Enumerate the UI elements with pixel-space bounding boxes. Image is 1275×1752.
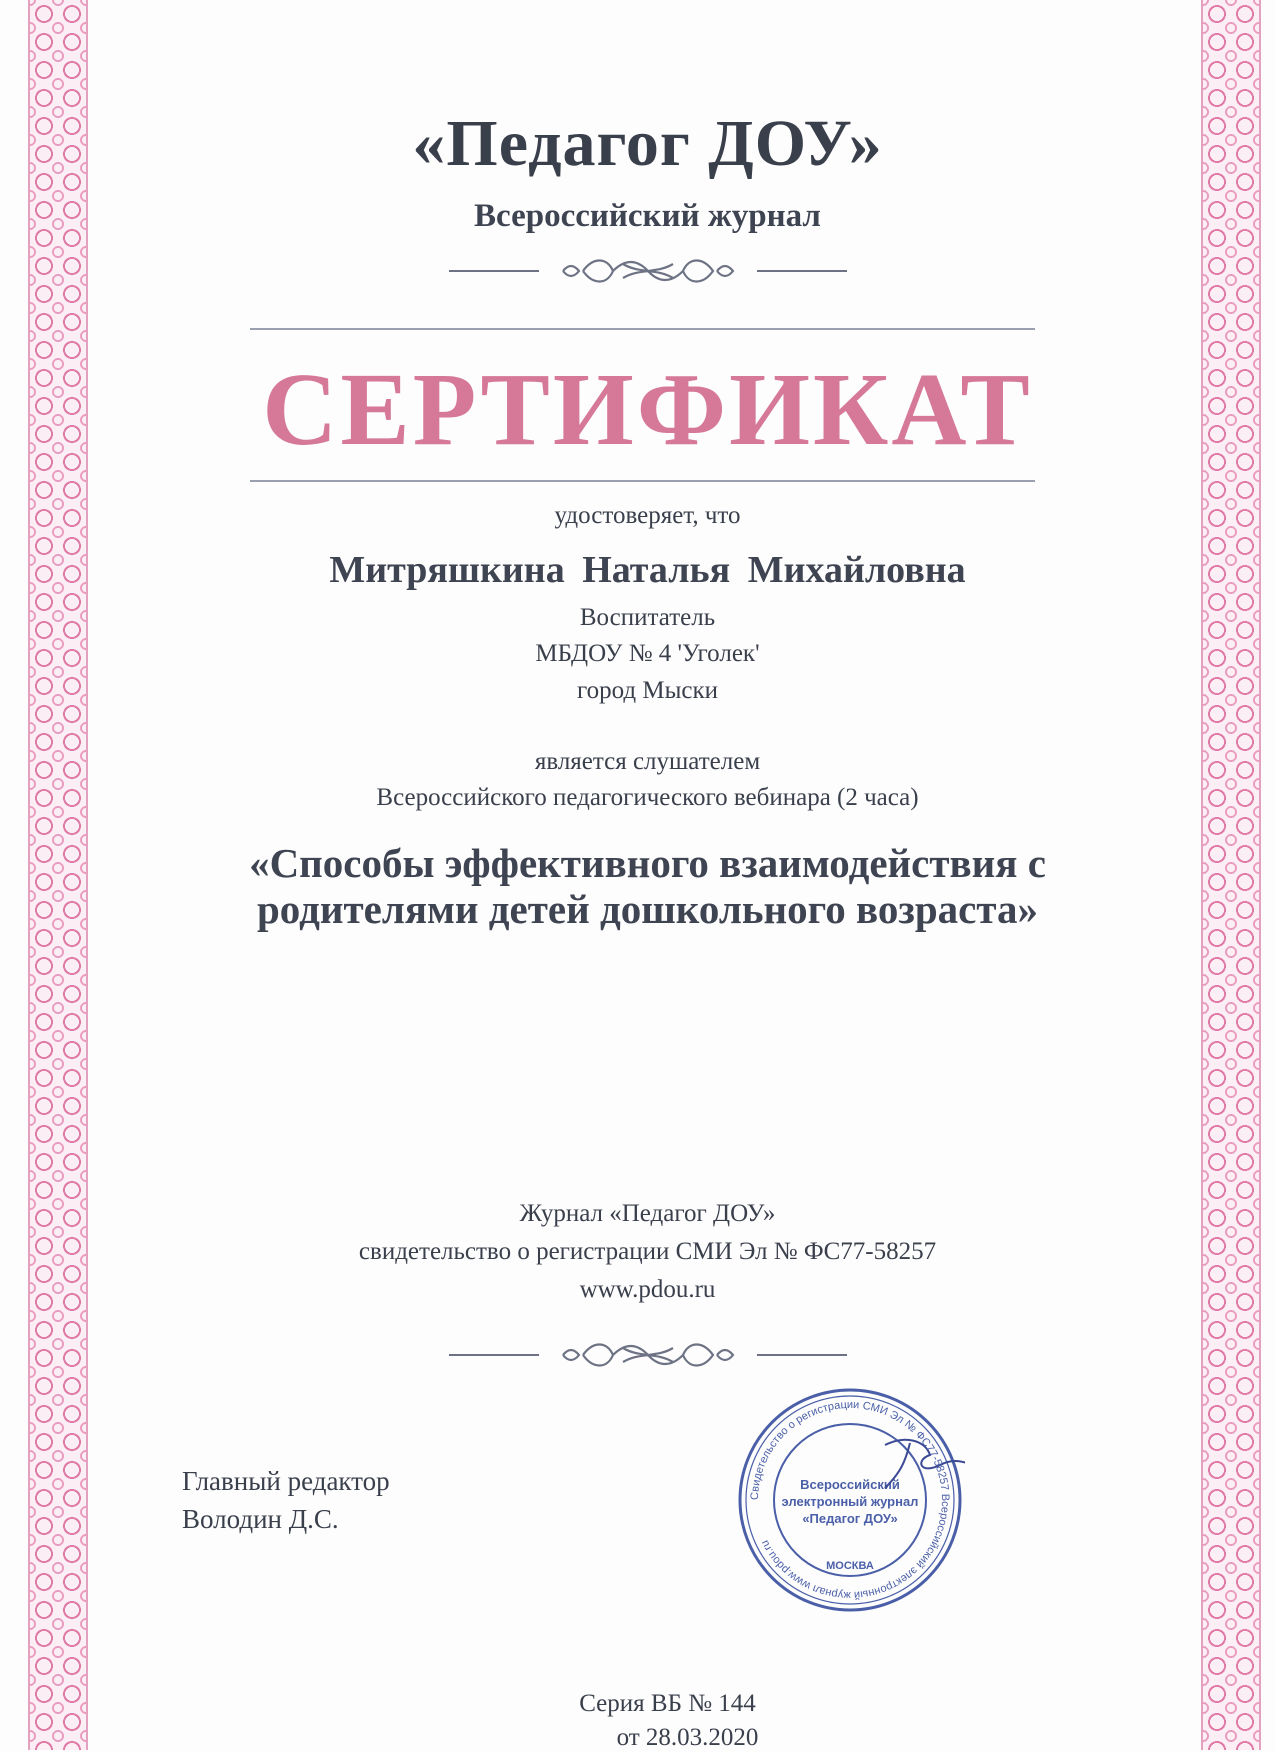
official-seal-icon xyxy=(735,1385,965,1615)
person-name: Митряшкина Наталья Михайловна xyxy=(329,549,966,591)
publisher-registration: свидетельство о регистрации СМИ Эл № ФС77-58257 xyxy=(358,1238,937,1265)
seal-city: МОСКВА xyxy=(826,1560,874,1572)
seal-ring-text: Свидетельство о регистрации СМИ Эл № ФС77-58257 Всероссийский электронный журнал www.pdou.ru xyxy=(748,1398,952,1602)
horizontal-rule xyxy=(250,480,1035,482)
flourish-icon xyxy=(553,256,743,286)
listener-text: является слушателем xyxy=(534,748,761,775)
publisher-website: www.pdou.ru xyxy=(579,1276,716,1303)
certificate-date: от 28.03.2020 xyxy=(616,1724,759,1751)
seal-text-line-1: Всероссийский xyxy=(800,1477,900,1492)
horizontal-rule xyxy=(250,328,1035,330)
editor-name: Володин Д.С. xyxy=(182,1504,339,1534)
webinar-topic xyxy=(110,840,1185,932)
certificate-page xyxy=(110,0,1185,1750)
seal-text-line-3: «Педагог ДОУ» xyxy=(802,1511,898,1526)
seal-text-line-2: электронный журнал xyxy=(781,1494,919,1509)
decorative-border-right xyxy=(1201,0,1261,1750)
certifies-text: удостоверяет, что xyxy=(554,502,741,529)
webinar-topic-line-1: «Способы эффективного взаимодействия с xyxy=(249,840,1046,886)
editor-role: Главный редактор xyxy=(182,1466,390,1496)
flourish-icon xyxy=(553,1340,743,1370)
publisher-journal: Журнал «Педагог ДОУ» xyxy=(519,1200,776,1227)
certificate-series: Серия ВБ № 144 xyxy=(579,1690,756,1717)
person-organization: МБДОУ № 4 'Уголек' xyxy=(535,640,760,667)
person-position: Воспитатель xyxy=(579,604,716,631)
ornament-divider-bottom xyxy=(110,1340,1185,1370)
editor-block xyxy=(182,1462,390,1538)
decorative-border-left xyxy=(28,0,88,1750)
webinar-topic-line-2: родителями детей дошкольного возраста» xyxy=(257,886,1038,932)
journal-title: «Педагог ДОУ» xyxy=(412,107,883,180)
webinar-description: Всероссийского педагогического вебинара (2 часа) xyxy=(376,784,919,811)
journal-subtitle: Всероссийский журнал xyxy=(474,198,821,234)
ornament-divider-top xyxy=(110,256,1185,286)
person-city: город Мыски xyxy=(576,677,719,704)
certificate-title: СЕРТИФИКАТ xyxy=(262,352,1033,467)
